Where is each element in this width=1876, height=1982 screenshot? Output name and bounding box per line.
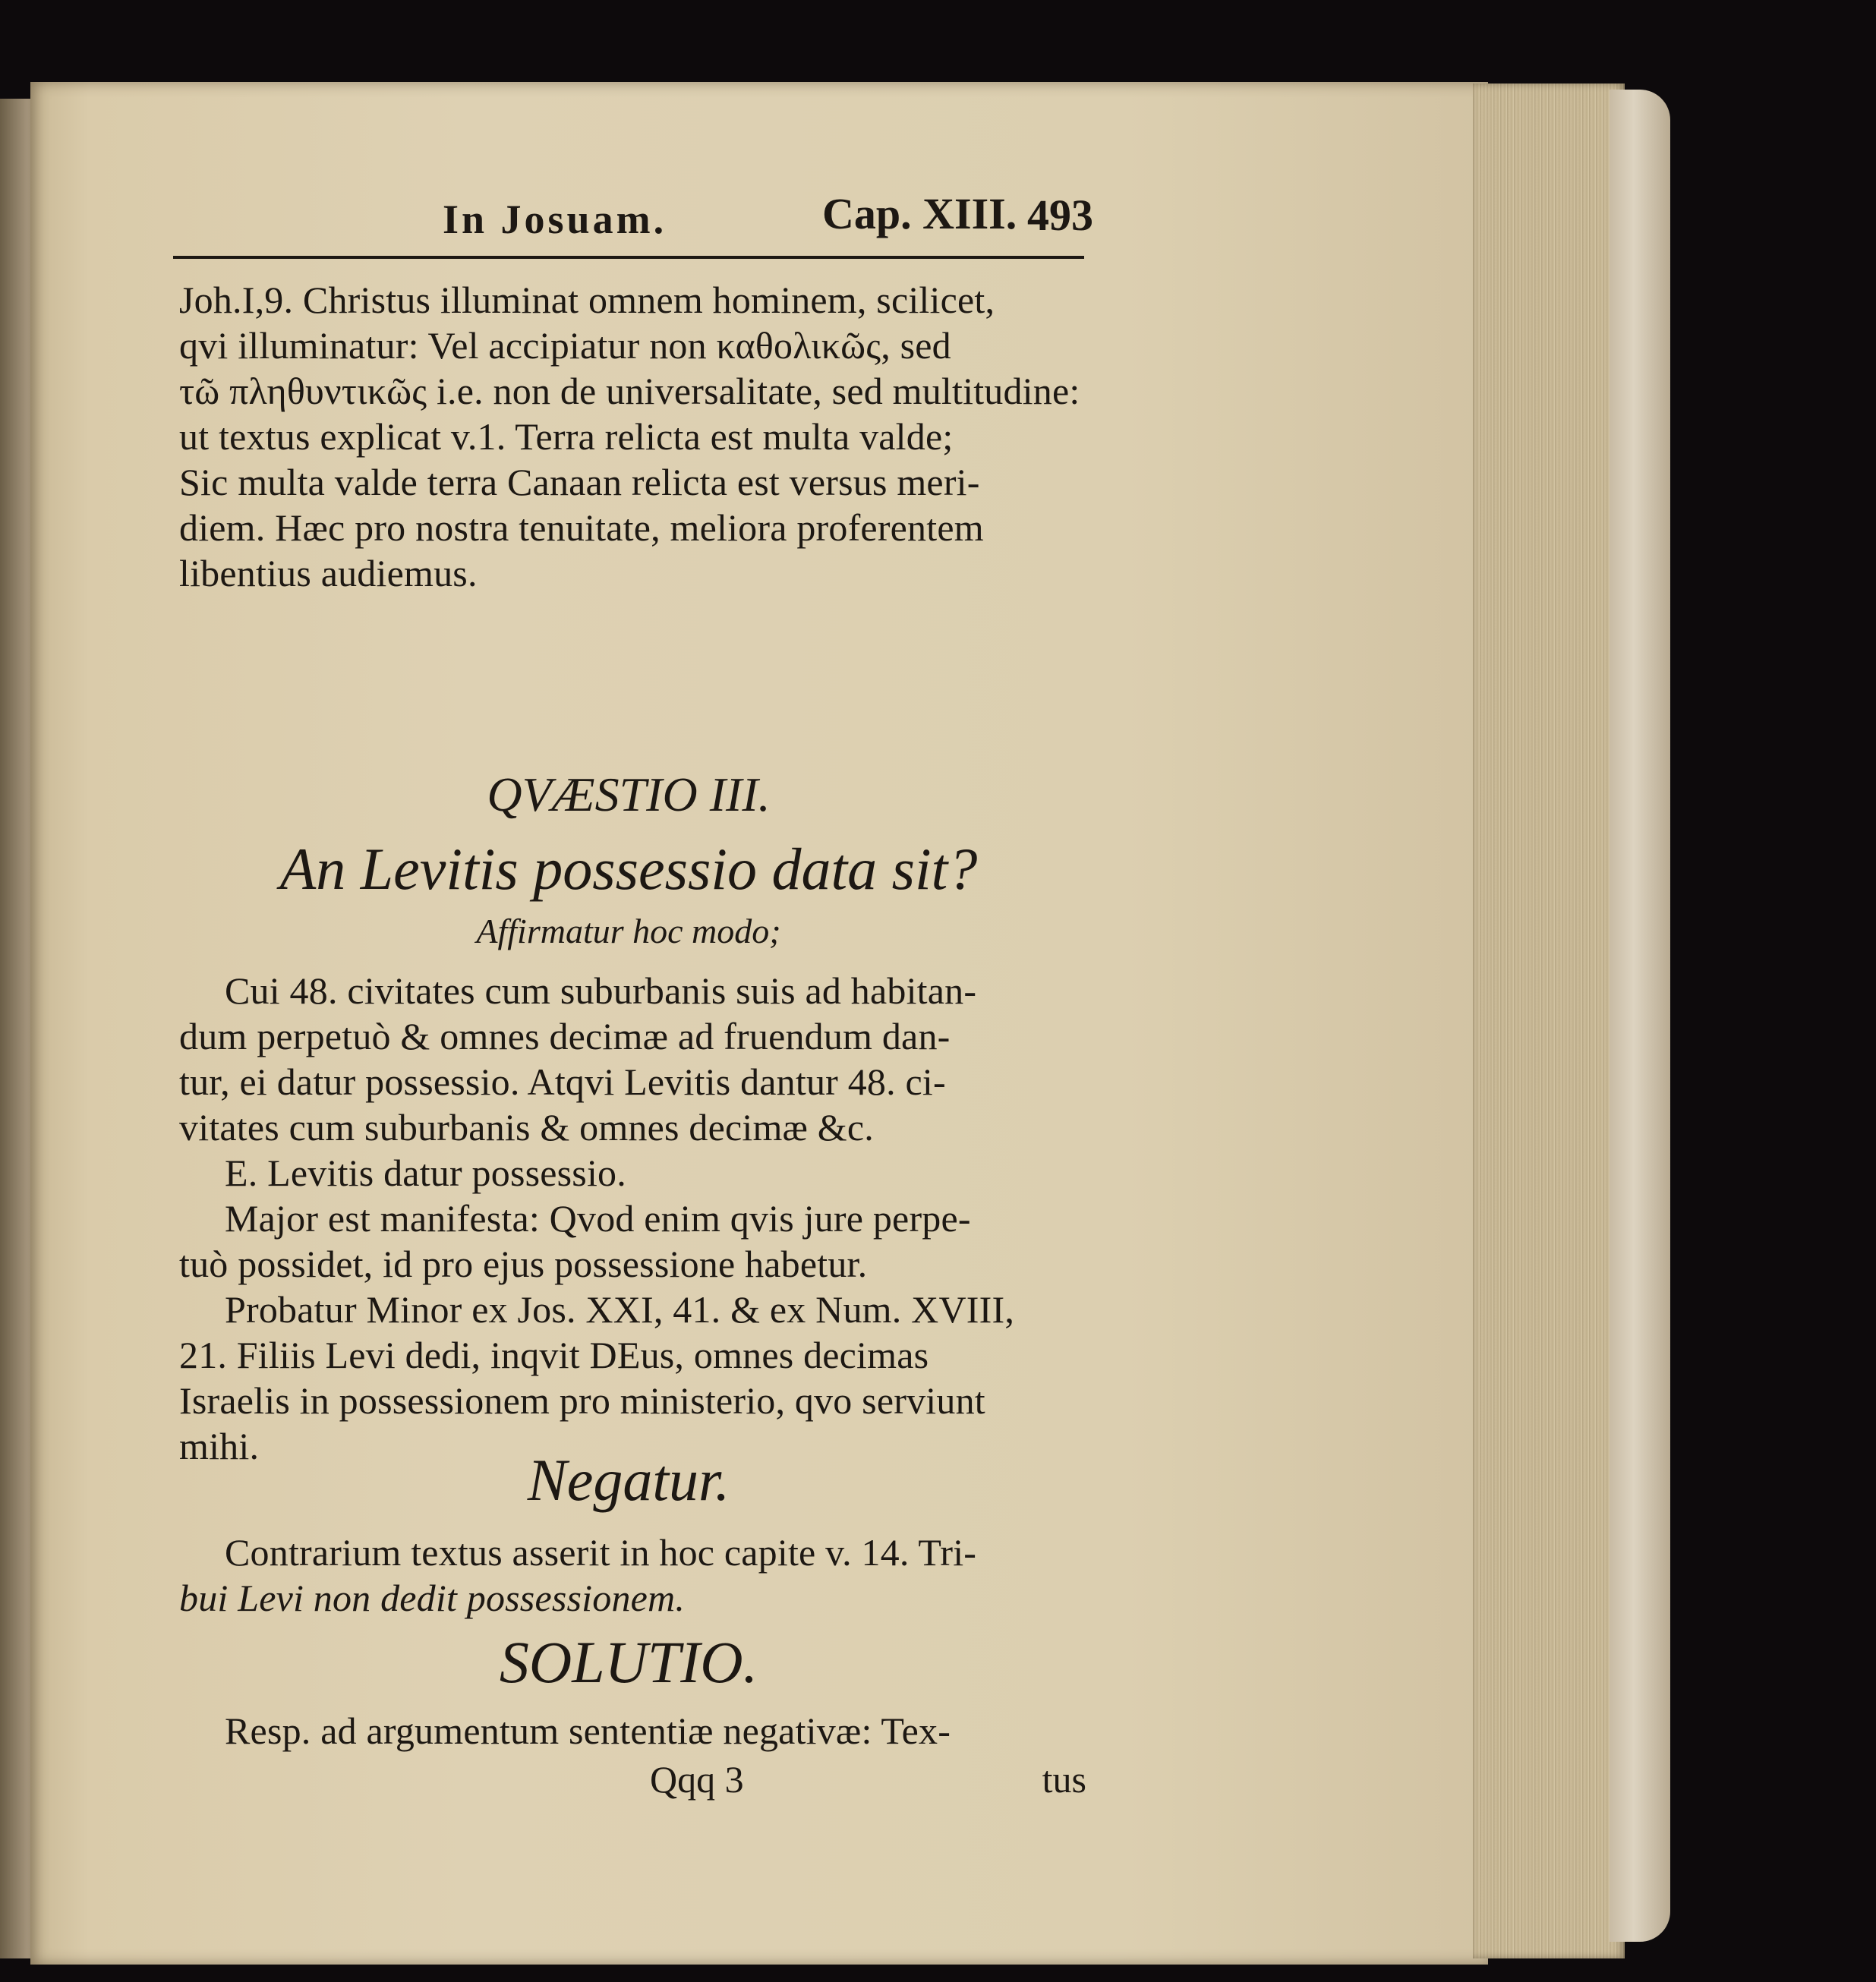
text-line: Israelis in possessionem pro ministerio, qvo serviunt bbox=[179, 1379, 985, 1422]
paragraph-3 bbox=[179, 1530, 1086, 1621]
running-title: In Josuam. bbox=[443, 197, 667, 242]
text-line: E. Levitis datur possessio. bbox=[225, 1152, 626, 1194]
signature-mark: Qqq 3 bbox=[650, 1758, 744, 1801]
text-line: Sic multa valde terra Canaan relicta est versus meri- bbox=[179, 461, 980, 503]
text-line: Contrarium textus asserit in hoc capite v. 14. Tri- bbox=[225, 1531, 977, 1574]
text-line: τῶ πληθυντικῶς i.e. non de universalitate, sed multitudine: bbox=[179, 370, 1080, 412]
catchword: tus bbox=[1042, 1758, 1086, 1801]
text-line: ut textus explicat v.1. Terra relicta est multa valde; bbox=[179, 415, 954, 458]
chapter-label: Cap. XIII. bbox=[822, 189, 1017, 238]
text-line: Major est manifesta: Qvod enim qvis jure perpe- bbox=[225, 1197, 971, 1240]
text-line: vitates cum suburbanis & omnes decimæ &c. bbox=[179, 1106, 874, 1149]
text-line: Cui 48. civitates cum suburbanis suis ad habitan- bbox=[225, 969, 977, 1012]
text-line: mihi. bbox=[179, 1425, 260, 1467]
question-subtitle: An Levitis possessio data sit? bbox=[279, 836, 978, 902]
text-line: Probatur Minor ex Jos. XXI, 41. & ex Num. XVIII, bbox=[225, 1288, 1015, 1331]
negatur-heading: Negatur. bbox=[527, 1447, 730, 1513]
cover-edge bbox=[1610, 90, 1670, 1942]
text-line: qvi illuminatur: Vel accipiatur non καθολικῶς, sed bbox=[179, 324, 951, 367]
header-rule bbox=[173, 256, 1084, 259]
text-line: Resp. ad argumentum sententiæ negativæ: Tex- bbox=[225, 1709, 951, 1752]
text-block bbox=[173, 182, 1096, 1801]
text-line: libentius audiemus. bbox=[179, 552, 478, 594]
affirmatur-label: Affirmatur hoc modo; bbox=[476, 912, 781, 950]
running-head bbox=[173, 182, 1096, 243]
paragraph-4 bbox=[179, 1708, 1086, 1754]
text-line: dum perpetuò & omnes decimæ ad fruendum dan- bbox=[179, 1015, 951, 1057]
text-line: tuò possidet, id pro ejus possessione habetur. bbox=[179, 1243, 868, 1285]
text-line: diem. Hæc pro nostra tenuitate, meliora proferentem bbox=[179, 506, 984, 549]
text-line: Joh.I,9. Christus illuminat omnem hominem, scilicet, bbox=[179, 279, 995, 321]
page-footer bbox=[179, 1757, 1086, 1803]
solutio-heading: SOLUTIO. bbox=[499, 1629, 758, 1695]
text-line: tur, ei datur possessio. Atqvi Levitis dantur 48. ci- bbox=[179, 1060, 946, 1103]
paragraph-1 bbox=[179, 277, 1086, 596]
text-line: 21. Filiis Levi dedi, inqvit DEus, omnes decimas bbox=[179, 1334, 929, 1376]
text-line: bui Levi non dedit possessionem. bbox=[179, 1577, 686, 1619]
page-number: 493 bbox=[1027, 191, 1093, 240]
page-fore-edge bbox=[1473, 84, 1625, 1958]
paragraph-2 bbox=[179, 968, 1086, 1469]
question-heading: QVÆSTIO III. bbox=[487, 767, 771, 821]
